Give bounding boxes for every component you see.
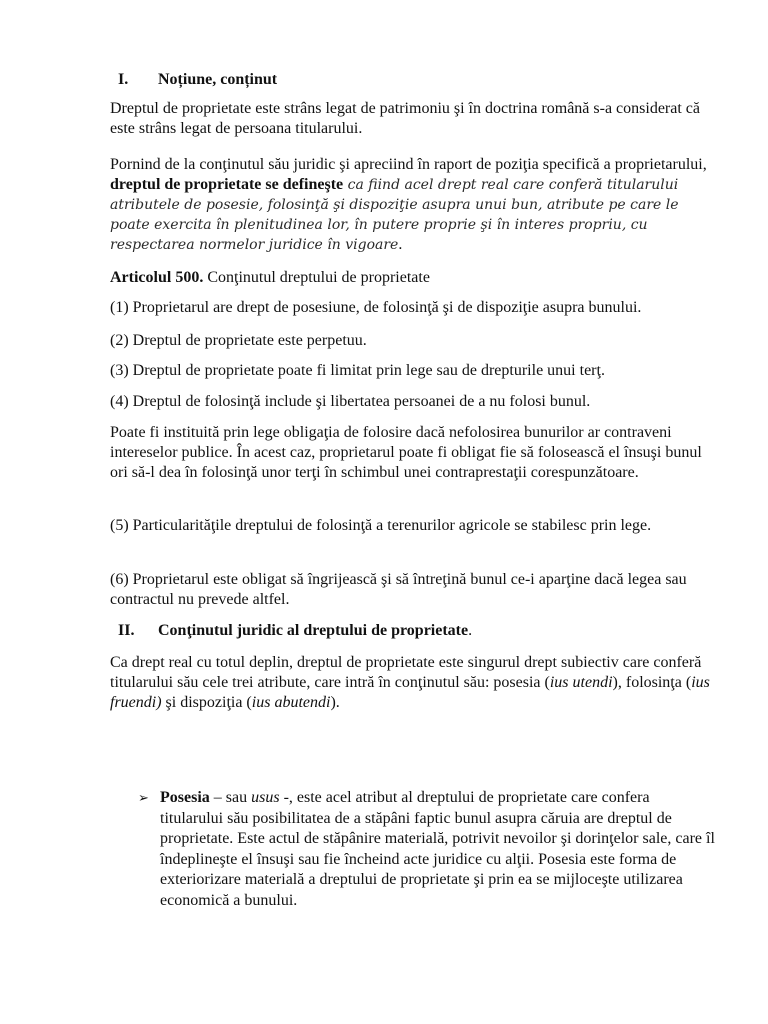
- section-heading-1: [118, 70, 724, 90]
- article-label: Articolul 500.: [110, 269, 204, 286]
- attributes-mid-1: ), folosinţa (: [612, 674, 692, 691]
- ius-abutendi: ius abutendi: [251, 694, 331, 711]
- article-item-5: (5) Particularităţile dreptului de folosinţă a terenurilor agricole se stabilesc prin lege.: [110, 517, 652, 534]
- bullet-posesia: [138, 788, 716, 911]
- article-item-3: (3) Dreptul de proprietate poate fi limitat prin lege sau de drepturile unui terţ.: [110, 362, 605, 379]
- paragraph-1: Dreptul de proprietate este strâns legat de patrimoniu şi în doctrina română s-a considerat că este strâns legat de persoana titularului.: [110, 100, 701, 137]
- section-title-dot: .: [468, 622, 473, 639]
- section-title: Noțiune, conținut: [158, 71, 278, 88]
- posesia-term: Posesia: [160, 789, 210, 806]
- posesia-dash: – sau: [209, 789, 252, 806]
- attributes-lead: Ca drept real cu totul deplin, dreptul de proprietate este singurul drept subiectiv care conferă titularului său cele trei atribute, care intră în conţinutul său: posesia (: [110, 654, 702, 691]
- article-item-4: (4) Dreptul de folosinţă include şi libertatea persoanei de a nu folosi bunul.: [110, 393, 591, 410]
- section-title: Conţinutul juridic al dreptului de proprietate: [158, 622, 469, 639]
- definition-bold: dreptul de proprietate se defineşte: [110, 176, 344, 193]
- posesia-text: -, este acel atribut al dreptului de proprietate care confera titularului său posibilitatea de a stăpâni faptic bunul asupra căruia are dreptul de proprietate. Este actul de stăpânire materială, potrivit nevoilor şi dorinţelor sale, care îl îndeplineşte el însuşi sau fie încheind acte juridice cu alţii. Posesia este forma de exteriorizare materială a dreptului de proprietate şi prin ea se mijloceşte utilizarea economică a bunului.: [160, 789, 715, 909]
- paragraph-definition: [110, 155, 716, 255]
- attributes-mid-2: şi dispoziţia (: [161, 694, 252, 711]
- paragraph-attributes: [110, 653, 716, 713]
- section-number: II.: [118, 622, 135, 639]
- section-number: I.: [118, 71, 129, 88]
- article-item-6: (6) Proprietarul este obligat să îngrijească şi să întreţină bunul ce-i aparţine dacă legea sau contractul nu prevede altfel.: [110, 571, 687, 608]
- section-heading-2: [118, 621, 724, 641]
- article-heading: [110, 268, 716, 288]
- article-item-1: (1) Proprietarul are drept de posesiune, de folosinţă şi de dispoziţie asupra bunului.: [110, 299, 642, 316]
- ius-fruendi: ius fruendi): [110, 674, 710, 711]
- definition-end: .: [398, 236, 403, 253]
- definition-lead: Pornind de la conţinutul său juridic şi apreciind în raport de poziţia specifică a proprietarului,: [110, 156, 707, 173]
- definition-italic: ca fiind acel drept real care conferă titularului atributele de posesie, folosinţă şi dispoziţie asupra unui bun, atribute pe care le poate exercita în plenitudinea lor, în putere proprie şi în interes propriu, cu respectarea normelor juridice în vigoare: [110, 177, 679, 253]
- article-item-2: (2) Dreptul de proprietate este perpetuu.: [110, 332, 367, 349]
- arrow-bullet-icon: ➢: [138, 790, 149, 805]
- usus-term: usus: [251, 789, 280, 806]
- article-note: Poate fi instituită prin lege obligaţia de folosire dacă nefolosirea bunurilor ar contraveni intereselor publice. În acest caz, proprietarul poate fi obligat fie să folosească el însuşi bunul ori să-l dea în folosinţă unor terţi în schimbul unei contraprestaţii corespunzătoare.: [110, 424, 702, 481]
- ius-utendi: ius utendi: [549, 674, 613, 691]
- article-title: Conţinutul dreptului de proprietate: [203, 269, 430, 286]
- attributes-end: ).: [330, 694, 340, 711]
